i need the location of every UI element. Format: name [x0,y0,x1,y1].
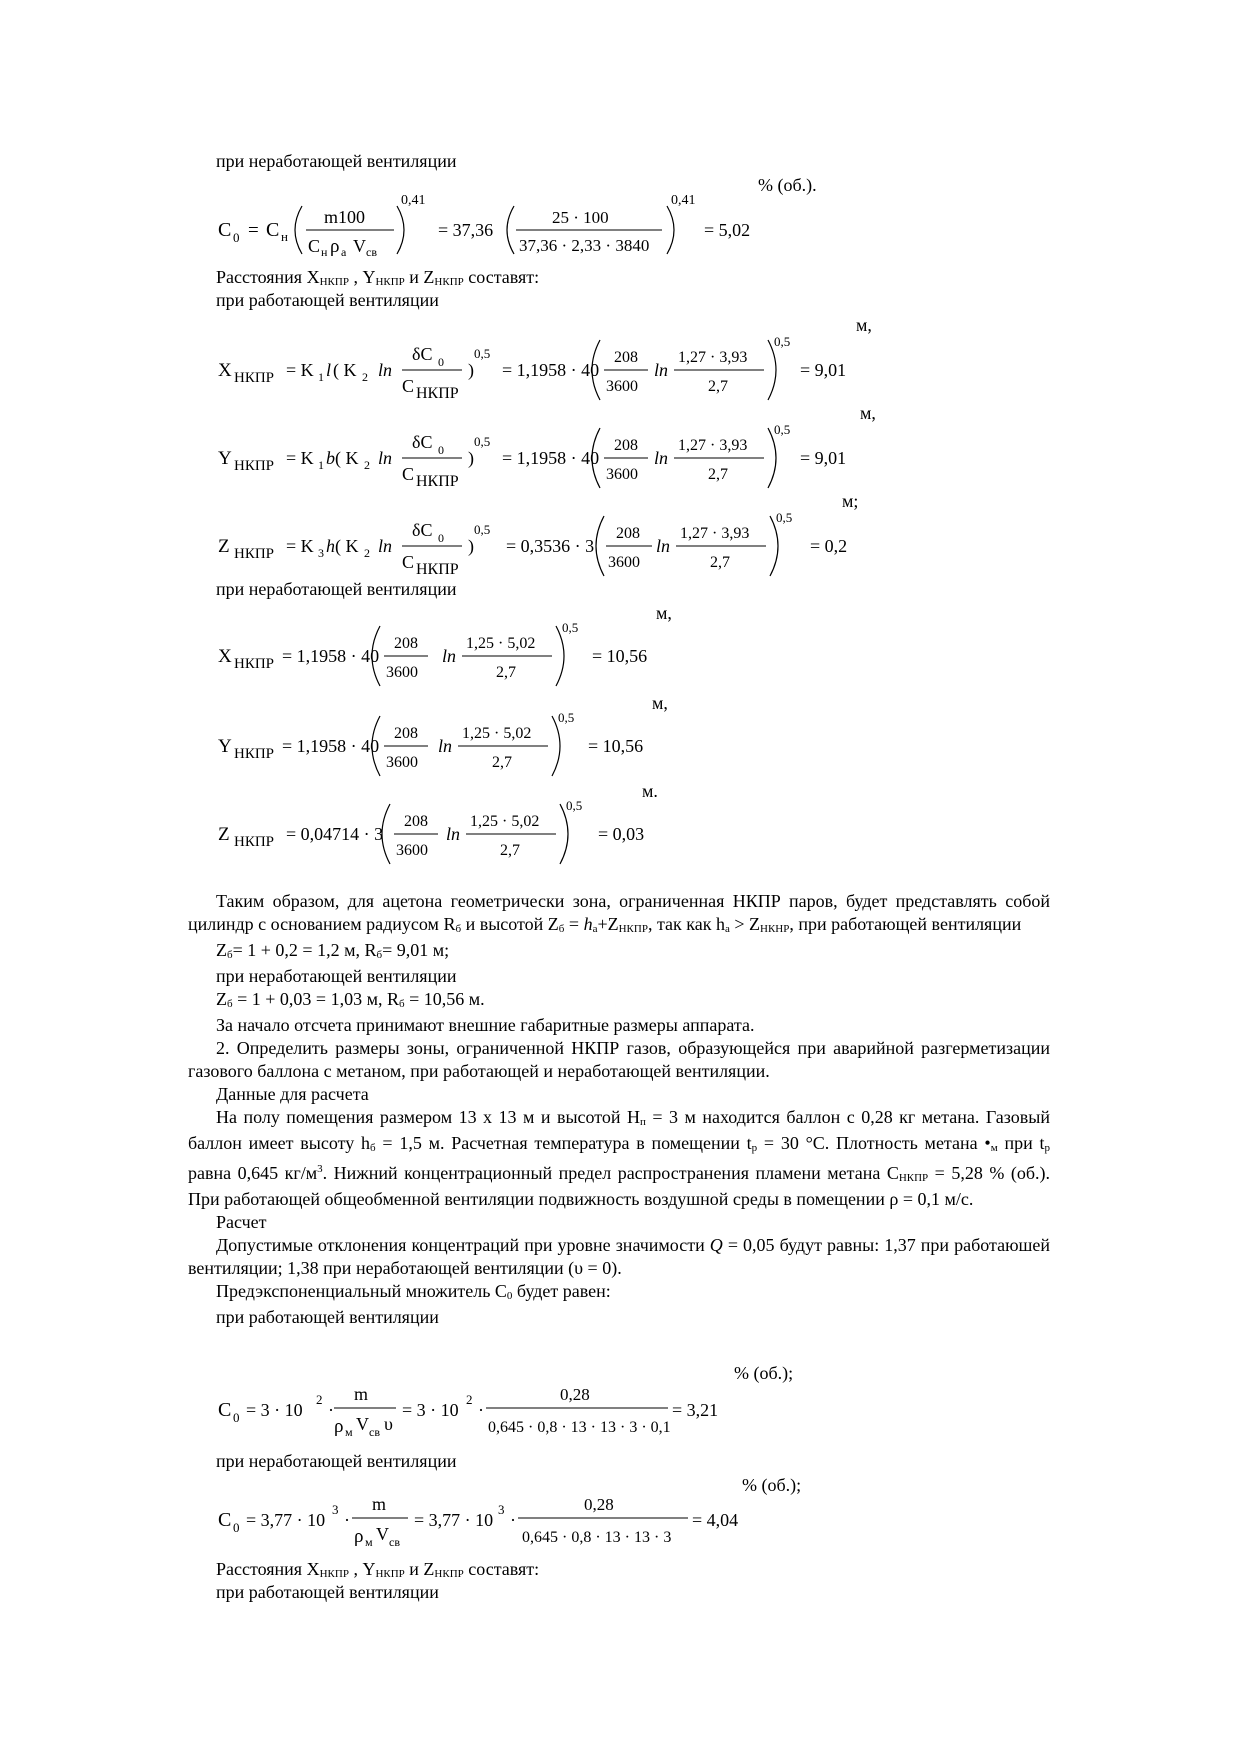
svg-text:2: 2 [466,1392,473,1407]
svg-text:·: · [510,1510,516,1530]
svg-text:0: 0 [438,443,444,457]
equation-x-nkpr-vent-on [216,330,876,410]
line-zb-off: $Z_б = 1 + 0,03 = 1,03$ м, $R_б = 10,56$ м. [216,989,485,1010]
svg-text:2,7: 2,7 [708,378,728,395]
svg-text:1: 1 [318,458,324,472]
svg-text:= 10,56: = 10,56 [592,646,648,666]
svg-text:НКПР: НКПР [234,656,275,672]
svg-text:2: 2 [362,370,368,384]
line-zb-on: $Z_б= 1 + 0,2 = 1,2$ м, $R_б= 9,01$ м; [216,940,450,961]
svg-text:0: 0 [233,1410,240,1425]
svg-text:2,7: 2,7 [500,842,520,859]
svg-text:V: V [376,1524,389,1544]
section-label-vent-on-2: при работающей вентиляции [216,1582,439,1602]
svg-text:0,5: 0,5 [474,522,491,537]
svg-text:м: м [345,1425,353,1439]
svg-text:ln: ln [446,824,461,844]
svg-text:НКПР: НКПР [234,746,275,762]
unit-label: м, [652,693,668,713]
svg-text:l: l [326,360,332,380]
equation-x-nkpr-vent-off [216,616,676,696]
svg-text:0,5: 0,5 [774,334,791,349]
svg-text:= 4,04: = 4,04 [692,1510,739,1530]
svg-text:0,5: 0,5 [566,798,583,813]
unit-label: м. [642,781,658,801]
svg-text:X: X [218,360,232,381]
unit-label: % (об.). [758,175,817,195]
svg-text:0,645 · 0,8 · 13 · 13 · 3: 0,645 · 0,8 · 13 · 13 · 3 [522,1529,672,1546]
svg-text:C: C [402,376,415,396]
svg-text:m: m [354,1384,369,1404]
svg-text:( K: ( K [333,360,357,380]
svg-text:0: 0 [438,355,444,369]
svg-text:3600: 3600 [606,466,638,483]
svg-text:= 9,01: = 9,01 [800,448,847,468]
line-calc-heading: Расчет [216,1212,267,1232]
svg-text:208: 208 [394,635,418,652]
svg-text:V: V [353,236,366,256]
svg-text:= 0,2: = 0,2 [810,536,848,556]
section-label-vent-off-2: при неработающей вентиляции [216,579,457,599]
svg-text:2: 2 [364,458,370,472]
equation-z-nkpr-vent-on [216,506,876,586]
svg-text:=: = [248,220,259,241]
svg-text:Y: Y [218,448,232,469]
svg-text:= 3 · 10: = 3 · 10 [402,1400,459,1420]
line-preexp: Предэкспоненциальный множитель $С_0$ будет равен: [216,1281,611,1302]
svg-text:( K: ( K [335,536,359,556]
svg-text:C: C [308,236,321,256]
svg-text:НКПР: НКПР [234,834,275,850]
unit-label: % (об.); [742,1475,802,1495]
svg-text:св: св [389,1535,400,1549]
svg-text:m: m [372,1494,387,1514]
svg-text:ρ: ρ [334,1416,344,1437]
svg-text:): ) [468,360,474,380]
svg-text:C: C [218,219,232,241]
svg-text:3600: 3600 [606,378,638,395]
svg-text:X: X [218,646,232,667]
svg-text:ln: ln [378,448,393,468]
body-text [188,890,1050,1329]
svg-text:= 0,03: = 0,03 [598,824,645,844]
svg-text:0,645 · 0,8 · 13 · 13 · 3 · 0,: 0,645 · 0,8 · 13 · 13 · 3 · 0,1 [488,1419,671,1436]
svg-text:ln: ln [378,360,393,380]
svg-text:= 1,1958 · 40: = 1,1958 · 40 [282,646,380,666]
svg-text:м: м [365,1535,373,1549]
svg-text:= 37,36: = 37,36 [438,220,494,240]
svg-text:ln: ln [654,360,669,380]
svg-text:): ) [468,448,474,468]
svg-text:НКПР: НКПР [234,546,275,562]
svg-text:3600: 3600 [608,554,640,571]
svg-text:НКПР: НКПР [234,458,275,474]
svg-text:св: св [366,245,377,259]
equation-c0-initial [216,190,776,268]
svg-text:1,27 · 3,93: 1,27 · 3,93 [680,525,750,542]
svg-text:0: 0 [438,531,444,545]
svg-text:·: · [344,1510,350,1530]
svg-text:C: C [266,219,280,241]
svg-text:0,5: 0,5 [562,620,579,635]
svg-text:= 1,1958 · 40: = 1,1958 · 40 [502,448,600,468]
svg-text:υ: υ [384,1414,393,1434]
svg-text:208: 208 [404,813,428,830]
svg-text:3600: 3600 [386,754,418,771]
svg-text:= 3,77 · 10: = 3,77 · 10 [246,1510,326,1530]
svg-text:208: 208 [614,437,638,454]
svg-text:ln: ln [438,736,453,756]
svg-text:ln: ln [656,536,671,556]
svg-text:25 · 100: 25 · 100 [552,208,609,227]
equation-y-nkpr-vent-on [216,418,876,498]
svg-text:Z: Z [218,536,230,557]
svg-text:= 9,01: = 9,01 [800,360,847,380]
svg-text:0,28: 0,28 [584,1495,614,1514]
svg-text:= 1,1958 · 40: = 1,1958 · 40 [502,360,600,380]
svg-text:3: 3 [332,1502,339,1517]
svg-text:= 0,3536 · 3: = 0,3536 · 3 [506,536,595,556]
svg-text:3: 3 [318,546,324,560]
svg-text:ln: ln [442,646,457,666]
line-origin: За начало отсчета принимают внешние габаритные размеры аппарата. [216,1015,755,1035]
svg-text:208: 208 [616,525,640,542]
svg-text:2: 2 [364,546,370,560]
svg-text:= K: = K [286,448,314,468]
svg-text:н: н [281,229,288,244]
svg-text:НКПР: НКПР [234,370,275,386]
svg-text:= K: = K [286,536,314,556]
svg-text:Z: Z [218,824,230,845]
svg-text:0,5: 0,5 [776,510,793,525]
line-vent-off: при неработающей вентиляции [216,966,457,986]
svg-text:1,25 · 5,02: 1,25 · 5,02 [462,725,532,742]
svg-text:0,41: 0,41 [671,193,696,208]
svg-text:3: 3 [498,1502,505,1517]
svg-text:C: C [402,552,415,572]
unit-label: м, [856,315,872,335]
section-label-vent-off: при неработающей вентиляции [216,151,457,171]
svg-text:ln: ln [654,448,669,468]
svg-text:C: C [218,1509,232,1531]
equation-c0-methane-vent-on [216,1374,776,1450]
svg-text:0,5: 0,5 [474,434,491,449]
svg-text:δC: δC [412,520,433,540]
paragraph-given-data: На полу помещения размером 13 х 13 м и высотой $Н_п = 3$ м находится баллон с 0,28 кг метана. Газовый баллон имеет высоту $h_б = 1,5$ м. Расчетная температура в помещении $t_р = 30$ °С. Плотность метана $•_м$ при $t_р$ равна 0,645 $кг/м^3$. Нижний концентрационный предел распространения пламени метана $С_{НКПР} = 5,28$ % (об.). При работающей общеобменной вентиляции подвижность воздушной среды в помещении ρ = 0,1 м/с. [188,1107,1050,1209]
svg-text:св: св [369,1425,380,1439]
svg-text:Y: Y [218,736,232,757]
svg-text:= 3,21: = 3,21 [672,1400,719,1420]
svg-text:C: C [402,464,415,484]
svg-text:3600: 3600 [396,842,428,859]
svg-text:0,28: 0,28 [560,1385,590,1404]
svg-text:δC: δC [412,432,433,452]
paragraph-conclusion: Таким образом, для ацетона геометрически зона, ограниченная НКПР паров, будет представлять собой цилиндр с основанием радиусом $R_б$ и высотой $Z_б = h_а+Z_{НКПР}$, так как $h_а > Z_{НКНР}$, при работающей вентиляции [188,891,1050,935]
svg-text:3600: 3600 [386,664,418,681]
svg-text:0: 0 [233,230,240,245]
svg-text:V: V [356,1414,369,1434]
svg-text:m100: m100 [324,207,366,227]
svg-text:2,7: 2,7 [496,664,516,681]
line-data-heading: Данные для расчета [216,1084,369,1104]
svg-text:0: 0 [233,1520,240,1535]
svg-text:= K: = K [286,360,314,380]
svg-text:1,25 · 5,02: 1,25 · 5,02 [470,813,540,830]
svg-text:b: b [326,448,335,468]
paragraph-deviations: Допустимые отклонения концентраций при уровне значимости Q = 0,05 будут равны: 1,37 при работаюшей вентиляции; 1,38 при неработающей вентиляции (υ = 0). [188,1235,1051,1278]
svg-text:ρ: ρ [330,236,340,257]
svg-text:37,36 · 2,33 · 3840: 37,36 · 2,33 · 3840 [519,236,650,255]
svg-text:208: 208 [614,349,638,366]
equation-z-nkpr-vent-off [216,794,676,874]
svg-text:): ) [468,536,474,556]
svg-text:0,5: 0,5 [474,346,491,361]
paragraph-task-2: 2. Определить размеры зоны, ограниченной НКПР газов, образующейся при аварийной разгерметизации газового баллона с метаном, при работающей и неработающей вентиляции. [188,1038,1050,1081]
svg-text:= 5,02: = 5,02 [704,220,751,240]
svg-text:ρ: ρ [354,1526,364,1547]
svg-text:0,5: 0,5 [774,422,791,437]
unit-label: м, [860,403,876,423]
svg-text:= 0,04714 · 3: = 0,04714 · 3 [286,824,384,844]
section-label-vent-off-3: при неработающей вентиляции [216,1451,457,1471]
unit-label: м, [656,603,672,623]
distances-line-2: Расстояния $X_{НКПР}$ , $Y_{НКПР}$ и $Z_{НКПР}$ составят: [216,1559,540,1580]
unit-label: м; [842,491,859,511]
svg-text:1,27 · 3,93: 1,27 · 3,93 [678,349,748,366]
svg-text:0,41: 0,41 [401,193,426,208]
equation-c0-methane-vent-off [216,1484,776,1560]
svg-text:а: а [341,245,347,259]
svg-text:208: 208 [394,725,418,742]
svg-text:= 3 · 10: = 3 · 10 [246,1400,303,1420]
svg-text:C: C [218,1399,232,1421]
svg-text:·: · [328,1400,334,1420]
svg-text:НКПР: НКПР [416,385,459,402]
svg-text:ln: ln [378,536,393,556]
svg-text:1,27 · 3,93: 1,27 · 3,93 [678,437,748,454]
svg-text:δC: δC [412,344,433,364]
svg-text:1,25 · 5,02: 1,25 · 5,02 [466,635,536,652]
svg-text:h: h [326,536,335,556]
svg-text:2: 2 [316,1392,323,1407]
svg-text:1: 1 [318,370,324,384]
section-label-vent-on: при работающей вентиляции [216,290,439,310]
distances-line: Расстояния $X_{НКПР}$ , $Y_{НКПР}$ и $Z_{НКПР}$ составят: [216,267,540,288]
unit-label: % (об.); [734,1363,794,1383]
line-vent-on: при работающей вентиляции [216,1307,439,1327]
equation-y-nkpr-vent-off [216,706,676,786]
svg-text:2,7: 2,7 [708,466,728,483]
svg-text:·: · [478,1400,484,1420]
svg-text:( K: ( K [335,448,359,468]
svg-text:2,7: 2,7 [710,554,730,571]
svg-text:0,5: 0,5 [558,710,575,725]
svg-text:2,7: 2,7 [492,754,512,771]
svg-text:НКПР: НКПР [416,473,459,490]
svg-text:НКПР: НКПР [416,561,459,578]
svg-text:= 10,56: = 10,56 [588,736,644,756]
svg-text:= 3,77 · 10: = 3,77 · 10 [414,1510,494,1530]
svg-text:= 1,1958 · 40: = 1,1958 · 40 [282,736,380,756]
svg-text:н: н [321,245,328,259]
